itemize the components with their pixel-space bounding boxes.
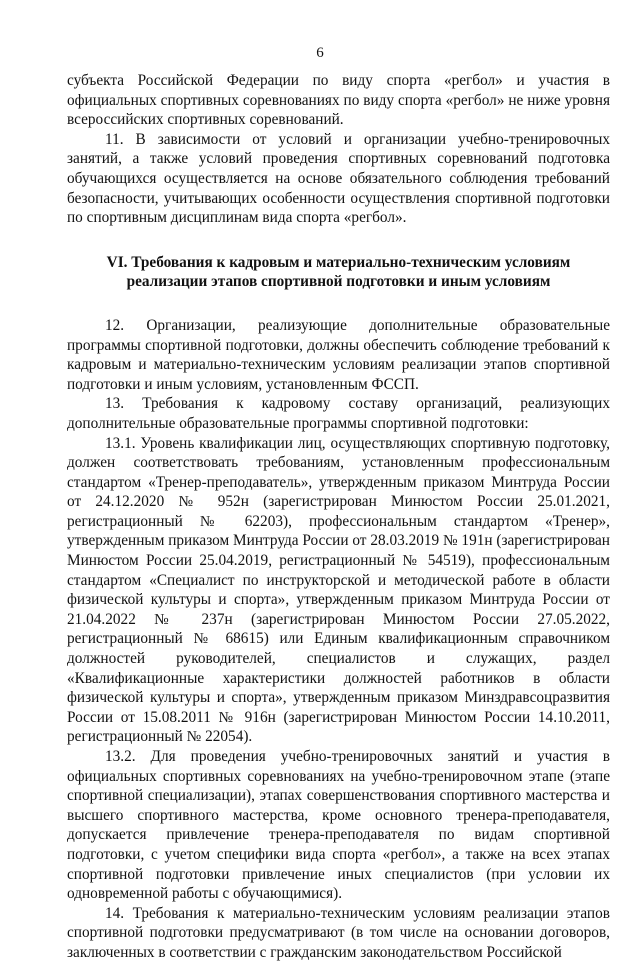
section-heading: VI. Требования к кадровым и материально-техническим условиям реализации этапов спортивной подготовки и иным условиям [106, 253, 571, 291]
document-body [67, 71, 610, 963]
paragraph-13-2: 13.2. Для проведения учебно-тренировочных занятий и участия в официальных спортивных соревнованиях на учебно-тренировочном этапе (этапе спортивной специализации), этапах совершенствования спортивного мастерства и высшего спортивного мастерства, кроме основного тренера-преподавателя, допускается привлечение тренера-преподавателя по видам спортивной подготовки, с учетом специфики вида спорта «регбол», а также на всех этапах спортивной подготовки привлечение иных специалистов (при условии их одновременной работы с обучающимися). [67, 748, 610, 903]
paragraph-11: 11. В зависимости от условий и организации учебно-тренировочных занятий, а также условий проведения спортивных соревнований подготовка обучающихся осуществляется на основе обязательного соблюдения требований безопасности, учитывающих особенности осуществления спортивной подготовки по спортивным дисциплинам вида спорта «регбол». [67, 130, 610, 227]
paragraph-14: 14. Требования к материально-техническим условиям реализации этапов спортивной подготовки предусматривают (в том числе на основании договоров, заключенных в соответствии с гражданским законодательством Российской [67, 904, 610, 961]
paragraph-13: 13. Требования к кадровому составу организаций, реализующих дополнительные образовательные программы спортивной подготовки: [67, 395, 610, 432]
paragraph-13-1: 13.1. Уровень квалификации лиц, осуществляющих спортивную подготовку, должен соответствовать требованиям, установленным профессиональным стандартом «Тренер-преподаватель», утвержденным приказом Минтруда России от 24.12.2020 № 952н (зарегистрирован Минюстом России 25.01.2021, регистрационный № 62203), профессиональным стандартом «Тренер», утвержденным приказом Минтруда России от 28.03.2019 № 191н (зарегистрирован Минюстом России 25.04.2019, регистрационный № 54519), профессиональным стандартом «Специалист по инструкторской и методической работе в области физической культуры и спорта», утвержденным приказом Минтруда России от 21.04.2022 № 237н (зарегистрирован Минюстом России 27.05.2022, регистрационный № 68615) или Единым квалификационным справочником должностей руководителей, специалистов и служащих, раздел «Квалификационные характеристики должностей работников в области физической культуры и спорта», утвержденным приказом Минздравсоцразвития России от 15.08.2011 № 916н (зарегистрирован Минюстом России 14.10.2011, регистрационный № 22054). [67, 434, 610, 746]
page-number: 6 [316, 45, 324, 61]
paragraph-continuation: субъекта Российской Федерации по виду спорта «регбол» и участия в официальных спортивных соревнованиях по виду спорта «регбол» не ниже уровня всероссийских спортивных соревнований. [67, 72, 610, 129]
paragraph-12: 12. Организации, реализующие дополнительные образовательные программы спортивной подготовки, должны обеспечить соблюдение требований к кадровым и материально-техническим условиям реализации этапов спортивной подготовки и иным условиям, установленным ФССП. [67, 316, 610, 393]
